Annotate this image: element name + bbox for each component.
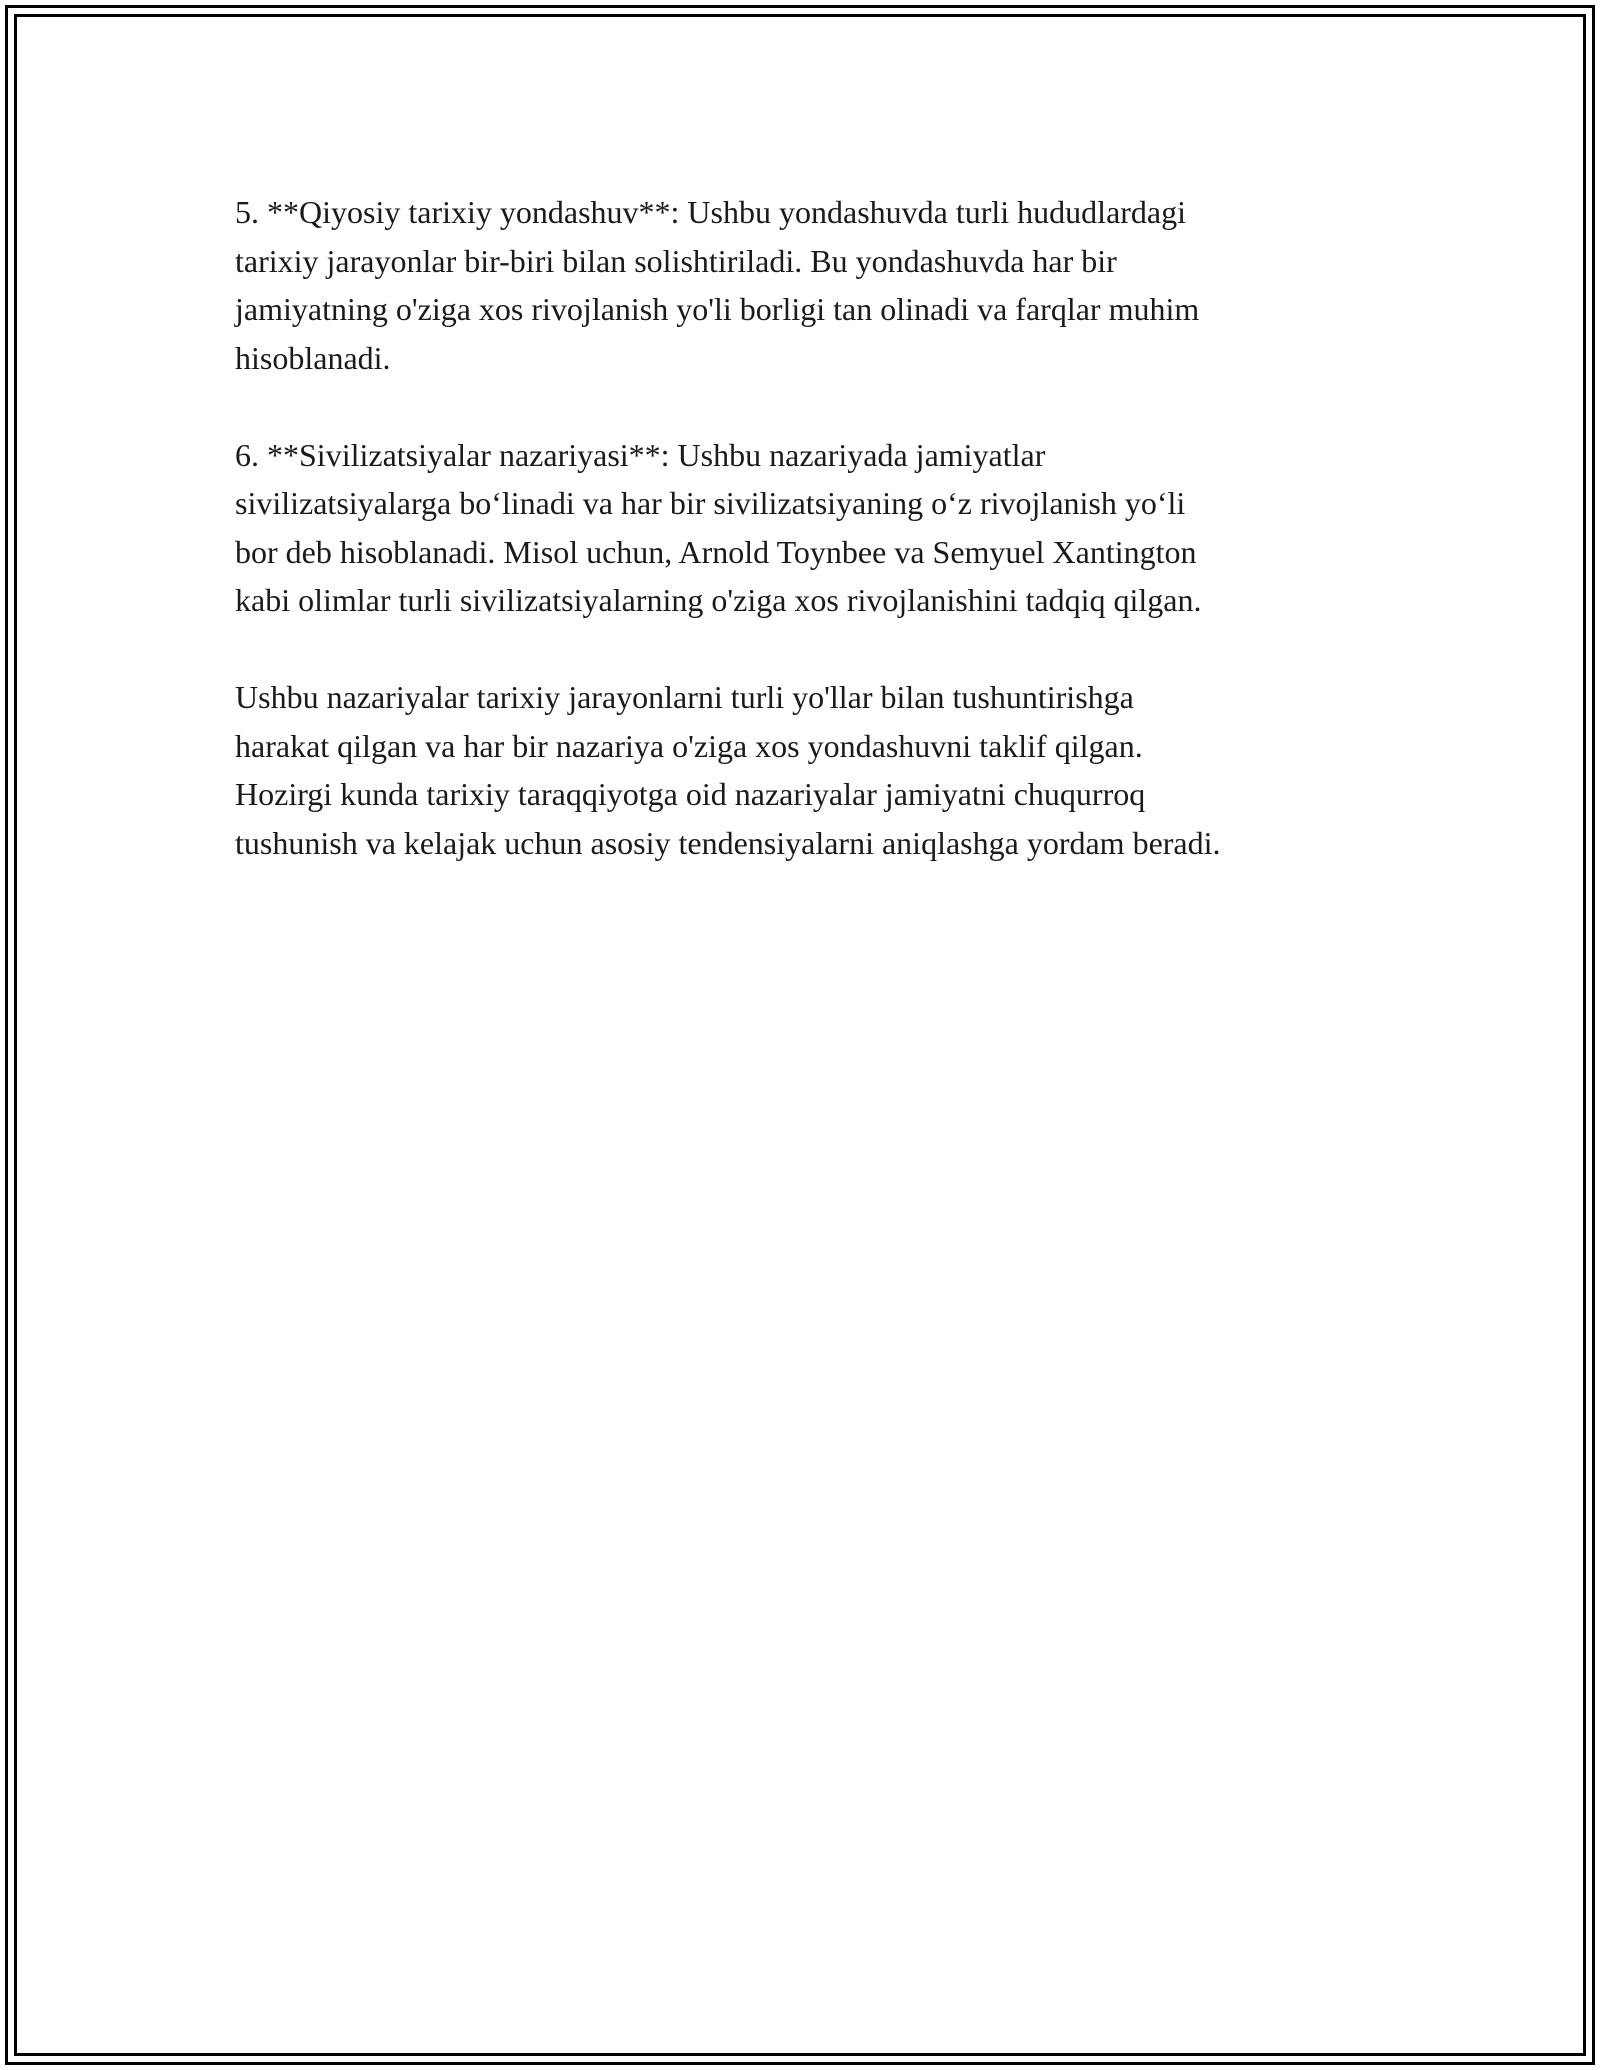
document-body xyxy=(235,188,1385,916)
paragraph-civilizations-theory: 6. **Sivilizatsiyalar nazariyasi**: Ushbu nazariyada jamiyatlar sivilizatsiyalarga bo‘linadi va har bir sivilizatsiyaning o‘z rivojlanish yo‘li bor deb hisoblanadi. Misol uchun, Arnold Toynbee va Semyuel Xantington kabi olimlar turli sivilizatsiyalarning o'ziga xos rivojlanishini tadqiq qilgan. xyxy=(235,436,1202,618)
paragraph-comparative-historical-approach: 5. **Qiyosiy tarixiy yondashuv**: Ushbu yondashuvda turli hududlardagi tarixiy jarayonlar bir-biri bilan solishtiriladi. Bu yondashuvda har bir jamiyatning o'ziga xos rivojlanish yo'li borligi tan olinadi va farqlar muhim hisoblanadi. xyxy=(235,194,1200,376)
paragraph-conclusion: Ushbu nazariyalar tarixiy jarayonlarni turli yo'llar bilan tushuntirishga harakat qilgan va har bir nazariya o'ziga xos yondashuvni taklif qilgan. Hozirgi kunda tarixiy taraqqiyotga oid nazariyalar jamiyatni chuqurroq tushunish va kelajak uchun asosiy tendensiyalarni aniqlashga yordam beradi. xyxy=(235,679,1221,861)
